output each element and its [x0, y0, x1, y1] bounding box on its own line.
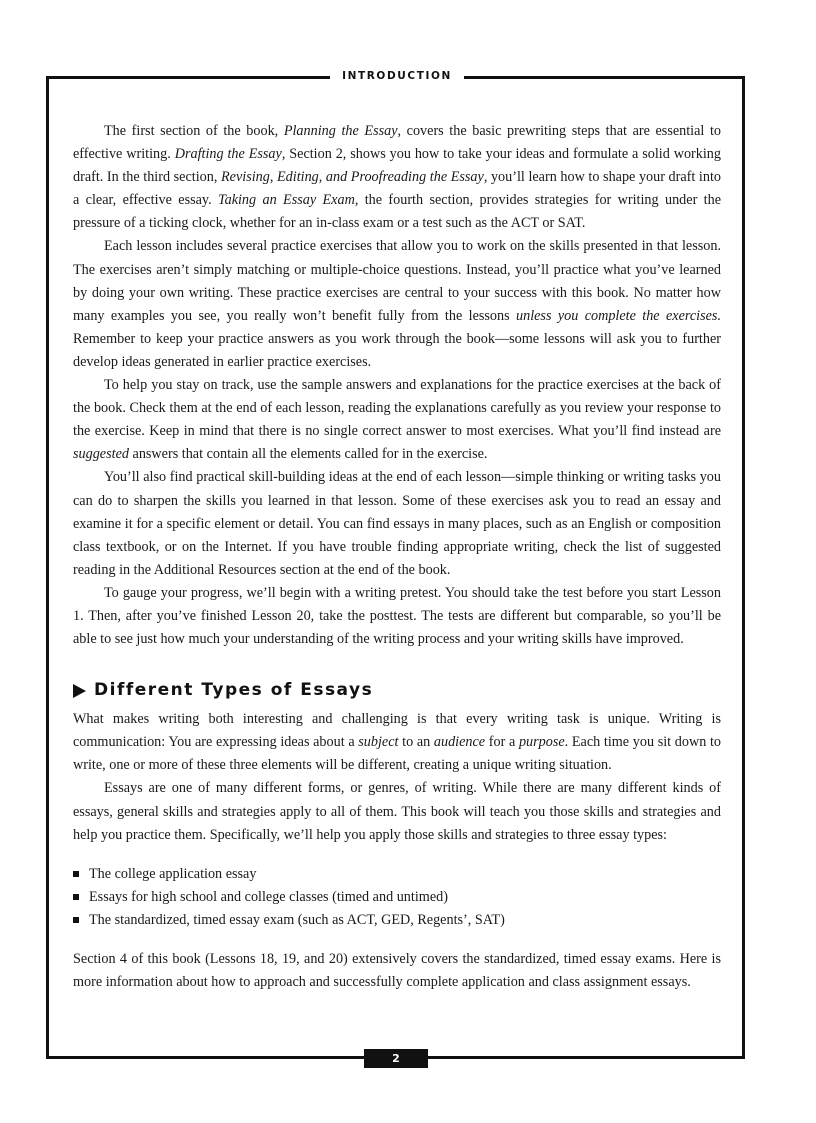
intro-paragraph-4: You’ll also find practical skill-building ideas at the end of each lesson—simple thinking or writing tasks you can do to sharpen the skills you learned in that lesson. Some of these exercises ask you to read an essay and examine it for a specific element or detail. You can find essays in many places, such as an English or composition class textbook, or on the Internet. If you have trouble finding appropriate writing, check the list of suggested reading in the Additional Resources section at the end of the book. [73, 469, 721, 578]
square-bullet-icon [73, 871, 79, 877]
frame-right-rule [742, 76, 745, 1059]
section-paragraph-1: What makes writing both interesting and challenging is that every writing task is unique. Writing is communication: You are expressing ideas about a subject to an audience for a purpose. Each time you sit down to write, one or more of these three elements will be different, creating a unique writing situation. [73, 711, 721, 774]
section-paragraph-3: Section 4 of this book (Lessons 18, 19, and 20) extensively covers the standardized, timed essay exams. Here is more information about how to approach and successfully complete application and class assignment essays. [73, 951, 721, 991]
section-paragraph-2: Essays are one of many different forms, or genres, of writing. While there are many different kinds of essays, general skills and strategies apply to all of them. This book will teach you those skills and strategies and help you practice them. Specifically, we’ll help you apply those skills and strategies to three essay types: [73, 780, 721, 843]
square-bullet-icon [73, 894, 79, 900]
frame-left-rule [46, 76, 49, 1059]
list-item: The college application essay [73, 863, 721, 886]
frame-top-rule-left [48, 76, 330, 79]
list-item: The standardized, timed essay exam (such as ACT, GED, Regents’, SAT) [73, 909, 721, 932]
page-body [73, 120, 721, 994]
essay-types-list [73, 863, 721, 932]
frame-bottom-rule-right [428, 1056, 745, 1059]
frame-bottom-rule-left [46, 1056, 364, 1059]
triangle-bullet-icon [73, 684, 86, 698]
section-title: Different Types of Essays [94, 680, 374, 701]
intro-paragraph-5: To gauge your progress, we’ll begin with a writing pretest. You should take the test before you start Lesson 1. Then, after you’ve finished Lesson 20, take the posttest. The tests are different but comparable, so you’ll be able to see just how much your understanding of the writing process and your writing skills have improved. [73, 584, 721, 648]
list-item: Essays for high school and college classes (timed and untimed) [73, 886, 721, 909]
intro-paragraph-3: To help you stay on track, use the sample answers and explanations for the practice exercises at the back of the book. Check them at the end of each lesson, reading the explanations carefully as you review your response to the exercise. Keep in mind that there is no single correct answer to most exercises. What you’ll find instead are suggested answers that contain all the elements called for in the exercise. [73, 377, 721, 463]
square-bullet-icon [73, 917, 79, 923]
intro-paragraph-1: The first section of the book, Planning the Essay, covers the basic prewriting steps that are essential to effective writing. Drafting the Essay, Section 2, shows you how to take your ideas and formulate a solid working draft. In the third section, Revising, Editing, and Proofreading the Essay, you’ll learn how to shape your draft into a clear, effective essay. Taking an Essay Exam, the fourth section, provides strategies for writing under the pressure of a ticking clock, whether for an in-class exam or a test such as the ACT or SAT. [73, 123, 721, 232]
frame-top-rule-right [464, 76, 745, 79]
running-header: INTRODUCTION [342, 70, 452, 82]
section-heading [73, 675, 721, 708]
intro-paragraph-2: Each lesson includes several practice exercises that allow you to work on the skills presented in that lesson. The exercises aren’t simply matching or multiple-choice questions. Instead, you’ll practice what you’ve learned by doing your own writing. These practice exercises are central to your success with this book. No matter how many examples you see, you really won’t benefit fully from the lessons unless you complete the exercises. Remember to keep your practice answers as you work through the book—some lessons will ask you to further develop ideas generated in earlier practice exercises. [73, 238, 721, 370]
page-number: 2 [364, 1049, 428, 1068]
